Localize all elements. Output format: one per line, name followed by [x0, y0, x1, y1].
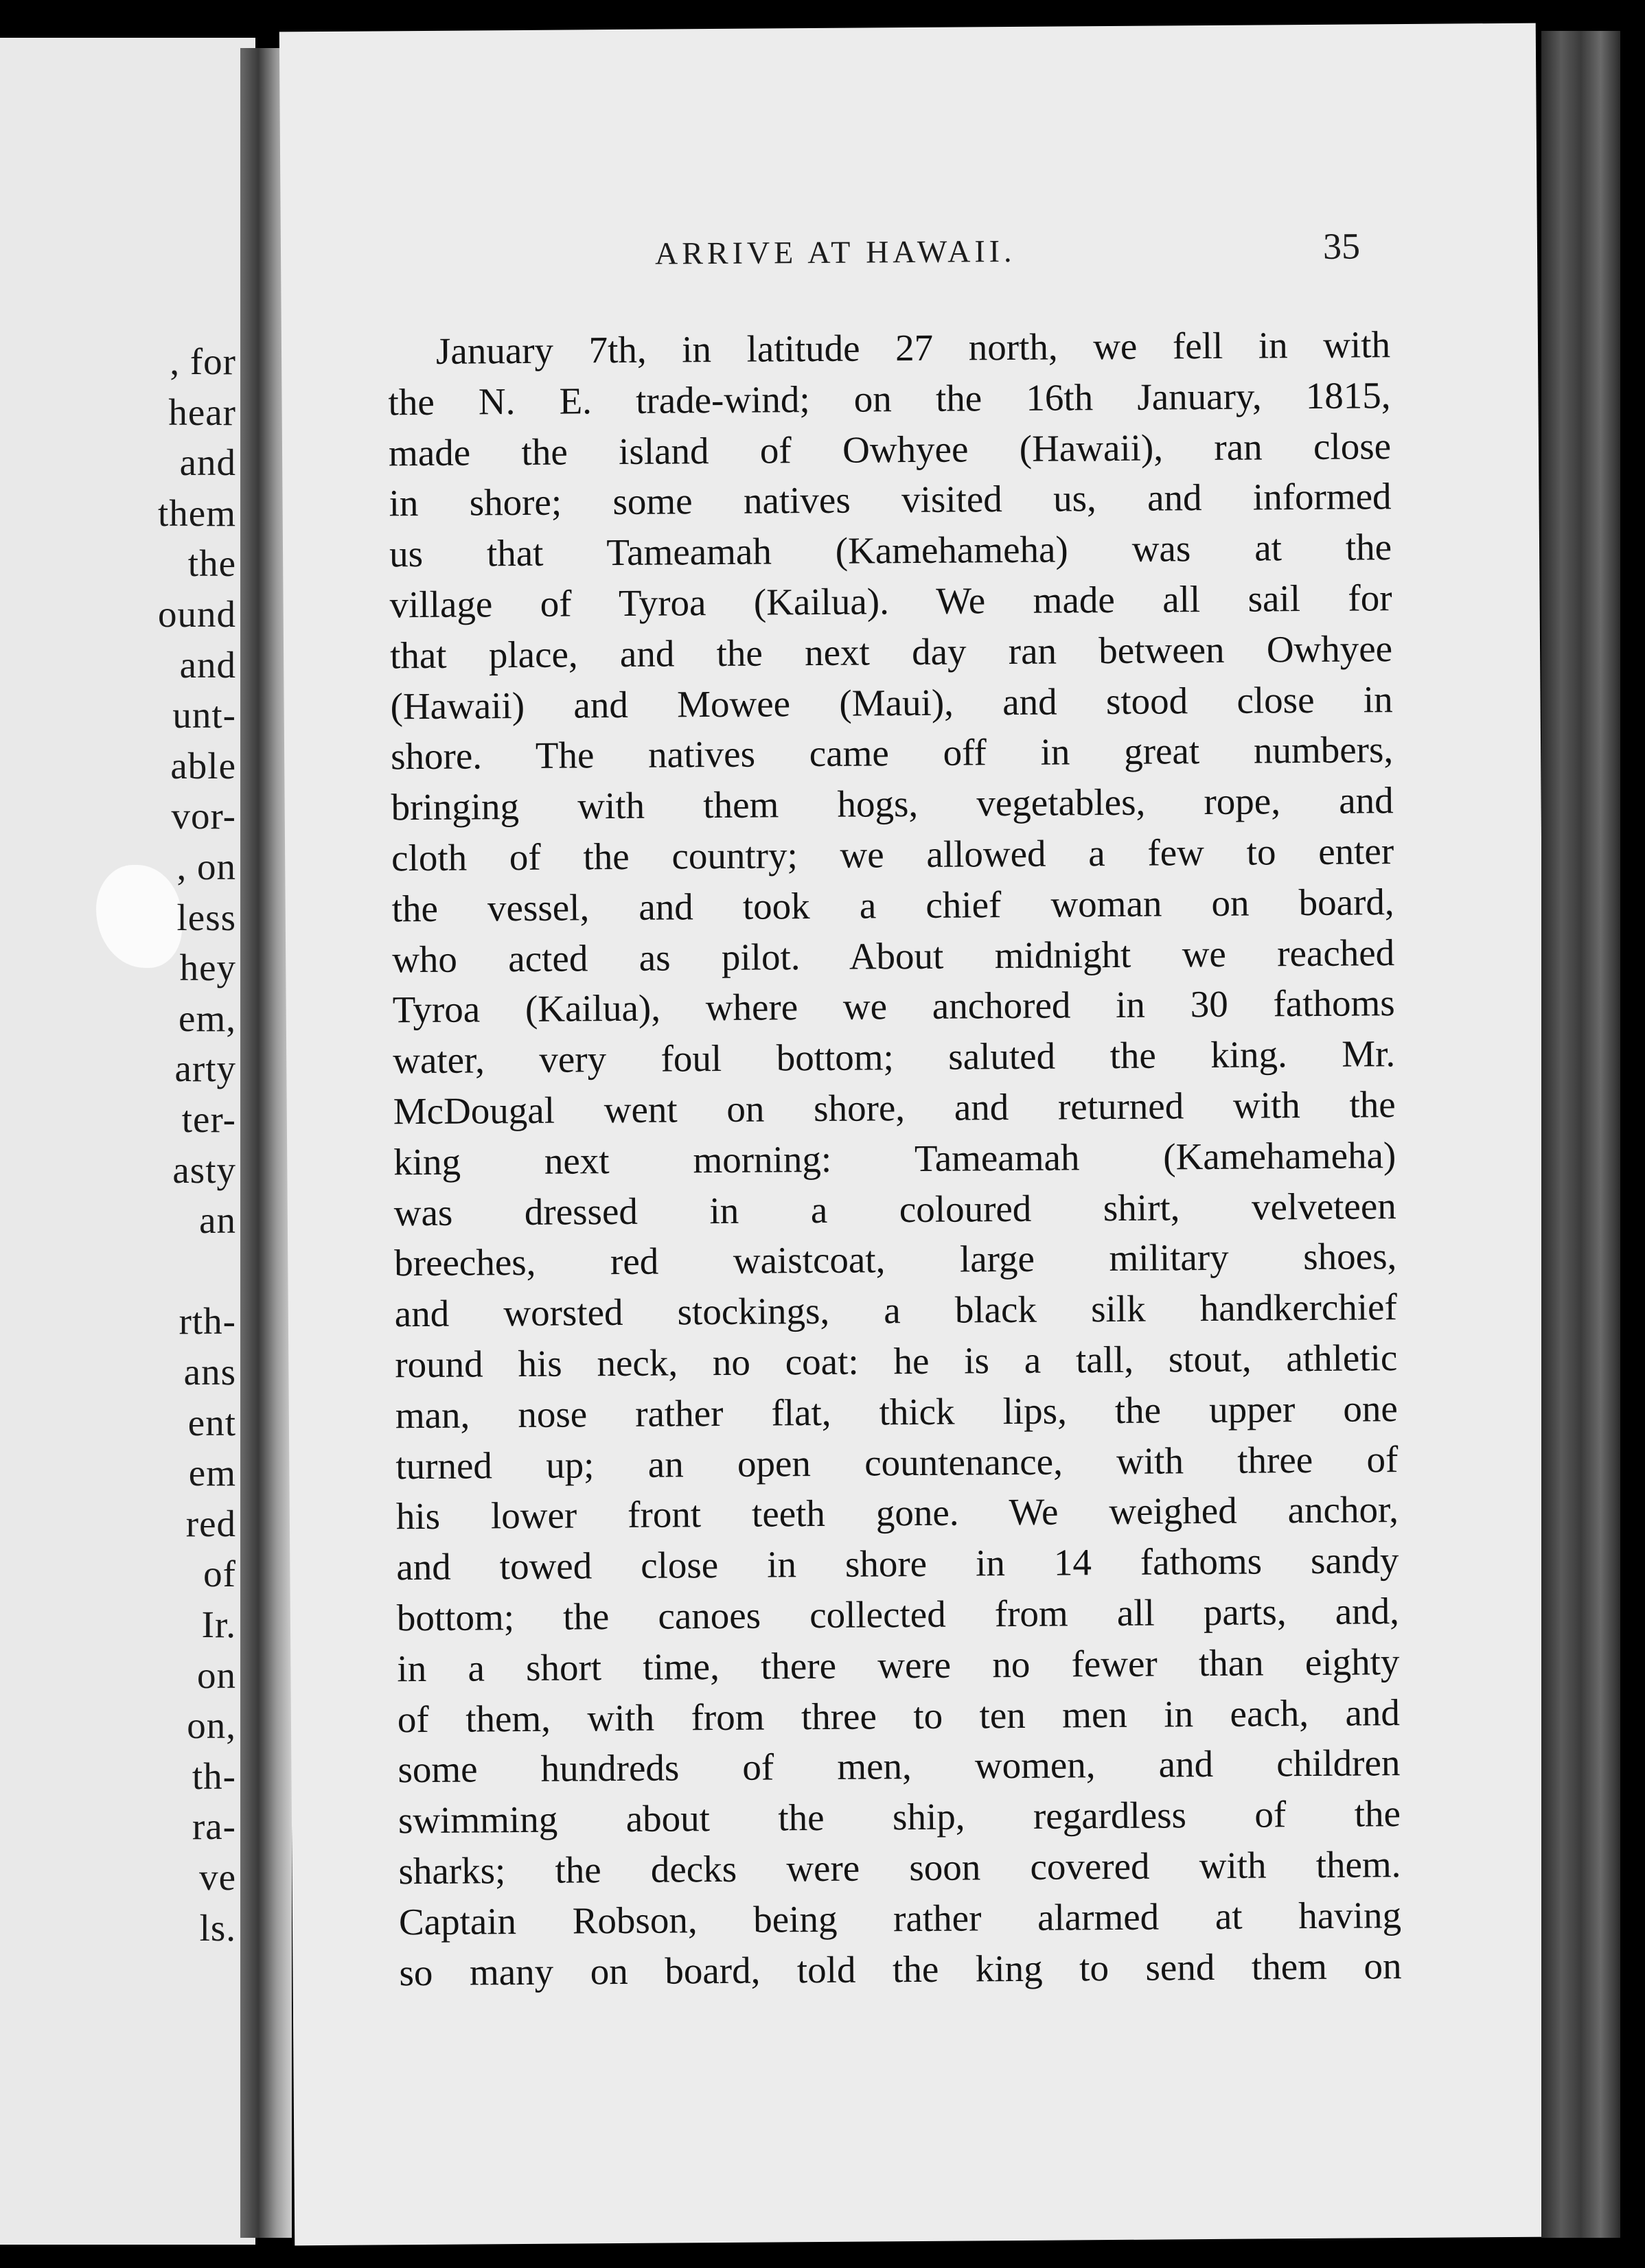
text-line: the N. E. trade-wind; on the 16th January, 1815,: [388, 373, 1391, 424]
text-line: round his neck, no coat: he is a tall, stout, athletic: [395, 1336, 1398, 1386]
facing-page-line: red: [185, 1502, 236, 1544]
text-line: Captain Robson, being rather alarmed at having: [398, 1893, 1402, 1943]
facing-page-line: able: [170, 744, 236, 787]
text-line: made the island of Owhyee (Hawaii), ran close: [388, 424, 1392, 474]
text-line: and worsted stockings, a black silk handkerchief: [394, 1286, 1397, 1335]
body-text: [388, 319, 1402, 1998]
facing-page-line: on: [197, 1654, 236, 1696]
page-header: [281, 225, 1538, 293]
text-line: January 7th, in latitude 27 north, we fell in with: [435, 323, 1391, 372]
facing-page-line: ound: [158, 593, 236, 635]
facing-page-line: ls.: [199, 1906, 236, 1949]
text-line: turned up; an open countenance, with three of: [395, 1437, 1399, 1487]
text-line: who acted as pilot. About midnight we reached: [391, 931, 1395, 980]
facing-page-line: em,: [179, 997, 236, 1039]
text-line: bottom; the canoes collected from all parts, and,: [396, 1590, 1400, 1639]
facing-page-line: unt-: [172, 694, 236, 737]
facing-page-line: ent: [187, 1401, 236, 1444]
text-line: sharks; the decks were soon covered with them.: [398, 1842, 1401, 1893]
text-line: in a short time, there were no fewer than eighty: [397, 1640, 1400, 1690]
facing-page-line: less: [176, 896, 236, 938]
facing-page-line: ter-: [181, 1098, 236, 1140]
facing-page-line: and: [179, 643, 236, 686]
facing-page-line: hear: [168, 391, 236, 433]
facing-page-line: them: [158, 491, 236, 534]
facing-page-line: the: [187, 542, 236, 585]
text-line: king next morning: Tameamah (Kamehameha): [393, 1133, 1396, 1183]
text-line: that place, and the next day ran between Owhyee: [389, 627, 1393, 677]
text-line: village of Tyroa (Kailua). We made all sail for: [389, 577, 1392, 626]
facing-page-line: th-: [192, 1755, 236, 1797]
text-line: us that Tameamah (Kamehameha) was at the: [389, 526, 1392, 575]
facing-page-line: ra-: [192, 1805, 236, 1848]
text-line: his lower front teeth gone. We weighed anchor,: [395, 1488, 1399, 1538]
text-line: McDougal went on shore, and returned with the: [393, 1083, 1396, 1133]
text-line: and towed close in shore in 14 fathoms sandy: [396, 1539, 1399, 1588]
text-line: Tyroa (Kailua), where we anchored in 30 fathoms: [392, 982, 1395, 1031]
page-edges: [1541, 31, 1620, 2238]
text-line: some hundreds of men, women, and children: [398, 1741, 1401, 1791]
facing-page-line: of: [203, 1553, 236, 1595]
facing-page-line: ans: [183, 1351, 236, 1393]
running-title: ARRIVE AT HAWAII.: [654, 233, 1016, 271]
facing-page: [0, 38, 255, 2245]
page: [279, 23, 1551, 2246]
facing-page-line: vor-: [171, 795, 236, 837]
text-line: man, nose rather flat, thick lips, the upper one: [395, 1387, 1399, 1437]
page-number: 35: [1322, 225, 1361, 267]
facing-page-line: ve: [199, 1856, 236, 1898]
facing-page-line: arty: [174, 1048, 236, 1090]
text-line: water, very foul bottom; saluted the king. Mr.: [393, 1032, 1396, 1082]
facing-page-line: , on: [176, 846, 236, 888]
facing-page-line: , for: [170, 340, 236, 382]
text-line: was dressed in a coloured shirt, velveteen: [393, 1184, 1396, 1234]
text-line: cloth of the country; we allowed a few to enter: [391, 830, 1394, 879]
text-line: in shore; some natives visited us, and informed: [389, 475, 1392, 524]
facing-page-line: on,: [187, 1704, 236, 1747]
facing-page-line: Ir.: [201, 1604, 236, 1645]
facing-page-line: asty: [172, 1148, 236, 1191]
text-line: of them, with from three to ten men in each, and: [397, 1691, 1401, 1740]
text-line: breeches, red waistcoat, large military shoes,: [394, 1235, 1397, 1284]
text-line: so many on board, told the king to send them on: [399, 1944, 1402, 1993]
facing-page-line: em: [188, 1452, 236, 1494]
text-line: the vessel, and took a chief woman on board,: [391, 880, 1394, 930]
facing-page-line: an: [199, 1199, 236, 1242]
facing-page-line: rth-: [179, 1300, 236, 1343]
text-line: (Hawaii) and Mowee (Maui), and stood close in: [390, 678, 1393, 727]
text-line: swimming about the ship, regardless of the: [398, 1792, 1401, 1842]
facing-page-line: hey: [179, 947, 236, 989]
paper-tear: [96, 865, 182, 968]
text-line: bringing with them hogs, vegetables, rope, and: [391, 779, 1394, 829]
text-line: shore. The natives came off in great numbers,: [390, 728, 1394, 778]
facing-page-line: and: [179, 441, 236, 484]
